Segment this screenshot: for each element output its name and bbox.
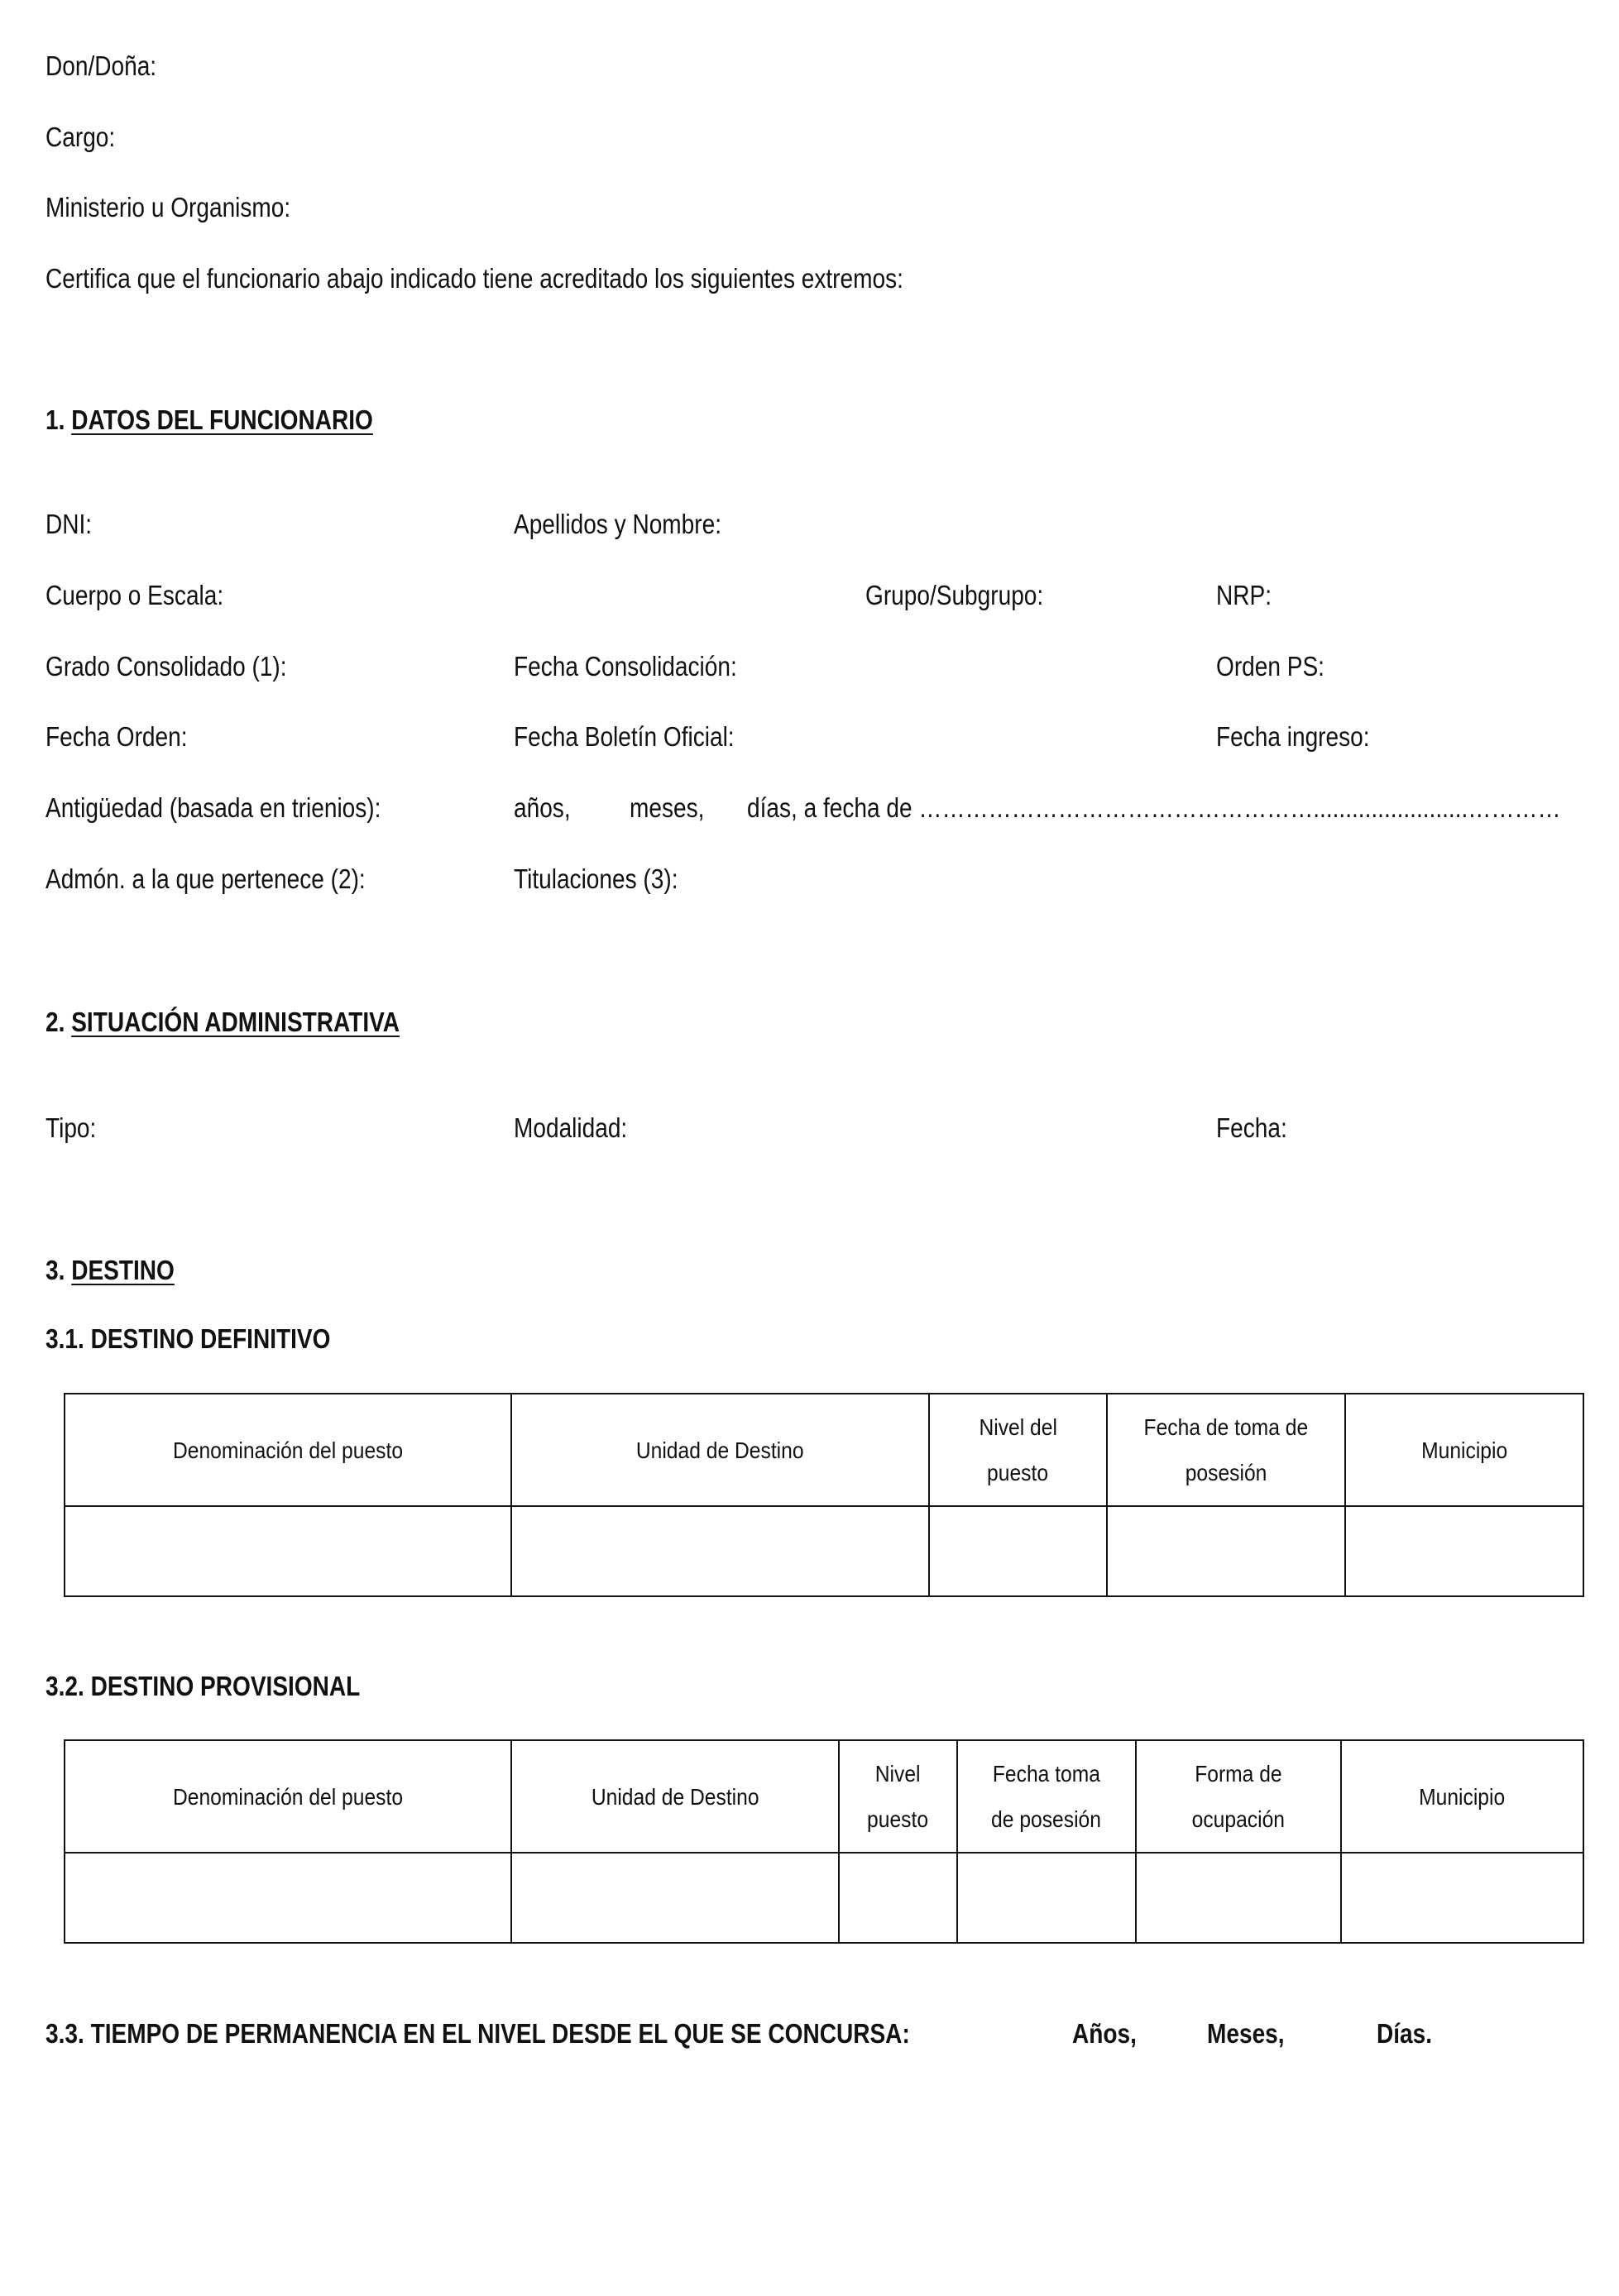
cell-denominacion[interactable] [65, 1853, 511, 1943]
dni-label: DNI: [46, 509, 93, 539]
header-forma-ocupacion: Forma de ocupación [1136, 1740, 1341, 1853]
destino-provisional-table [64, 1739, 1584, 1944]
header-nivel: Nivel del puesto [929, 1394, 1107, 1506]
header-municipio: Municipio [1345, 1394, 1583, 1506]
tiempo-dias-label: Días. [1377, 2018, 1433, 2049]
grupo-label: Grupo/Subgrupo: [865, 580, 1044, 610]
cargo-label: Cargo: [46, 122, 116, 152]
tiempo-anos-label: Años, [1072, 2018, 1137, 2049]
don-dona-label: Don/Doña: [46, 50, 157, 81]
header-municipio: Municipio [1341, 1740, 1583, 1853]
nrp-label: NRP: [1216, 580, 1272, 610]
fecha-label: Fecha: [1216, 1112, 1287, 1143]
section1-title: DATOS DEL FUNCIONARIO [71, 404, 373, 435]
header-unidad: Unidad de Destino [511, 1740, 839, 1853]
grado-label: Grado Consolidado (1): [46, 651, 287, 682]
section2-heading [46, 1006, 400, 1039]
destino-definitivo-title: 3.1. DESTINO DEFINITIVO [46, 1323, 331, 1354]
cell-nivel[interactable] [839, 1853, 957, 1943]
header-fecha-toma: Fecha de toma de posesión [1107, 1394, 1345, 1506]
cell-nivel[interactable] [929, 1506, 1107, 1596]
anos-label: años, [514, 792, 571, 823]
table-header-row [65, 1740, 1583, 1853]
table-row [65, 1506, 1583, 1596]
cell-unidad[interactable] [511, 1506, 929, 1596]
ministerio-label: Ministerio u Organismo: [46, 192, 291, 222]
section3-number: 3. [46, 1255, 65, 1285]
cell-fecha-toma[interactable] [1107, 1506, 1345, 1596]
fecha-ingreso-label: Fecha ingreso: [1216, 721, 1370, 752]
table-header-row [65, 1394, 1583, 1506]
cell-denominacion[interactable] [65, 1506, 511, 1596]
cell-forma-ocupacion[interactable] [1136, 1853, 1341, 1943]
header-nivel: Nivel puesto [839, 1740, 957, 1853]
cell-unidad[interactable] [511, 1853, 839, 1943]
cell-municipio[interactable] [1341, 1853, 1583, 1943]
section1-heading [46, 404, 373, 437]
antiguedad-label: Antigüedad (basada en trienios): [46, 792, 381, 823]
header-fecha-toma: Fecha toma de posesión [957, 1740, 1136, 1853]
fecha-boletin-label: Fecha Boletín Oficial: [514, 721, 735, 752]
tiempo-permanencia-title: 3.3. TIEMPO DE PERMANENCIA EN EL NIVEL DESDE EL QUE SE CONCURSA: [46, 2018, 910, 2049]
titulaciones-label: Titulaciones (3): [514, 863, 678, 894]
header-unidad: Unidad de Destino [511, 1394, 929, 1506]
dias-fecha-label: días, a fecha de ……………………………………………........................………… [747, 792, 1561, 823]
tiempo-meses-label: Meses, [1207, 2018, 1285, 2049]
section3-title: DESTINO [71, 1255, 175, 1285]
tipo-label: Tipo: [46, 1112, 97, 1143]
destino-definitivo-table [64, 1393, 1584, 1597]
section2-number: 2. [46, 1007, 65, 1037]
section2-title: SITUACIÓN ADMINISTRATIVA [71, 1007, 400, 1037]
meses-label: meses, [630, 792, 705, 823]
header-denominacion: Denominación del puesto [65, 1740, 511, 1853]
fecha-consolidacion-label: Fecha Consolidación: [514, 651, 737, 682]
certifica-text: Certifica que el funcionario abajo indicado tiene acreditado los siguientes extremos: [46, 263, 903, 294]
header-denominacion: Denominación del puesto [65, 1394, 511, 1506]
destino-provisional-title: 3.2. DESTINO PROVISIONAL [46, 1671, 361, 1701]
apellidos-label: Apellidos y Nombre: [514, 509, 722, 539]
section3-heading [46, 1254, 175, 1287]
orden-ps-label: Orden PS: [1216, 651, 1324, 682]
cell-fecha-toma[interactable] [957, 1853, 1136, 1943]
cell-municipio[interactable] [1345, 1506, 1583, 1596]
fecha-orden-label: Fecha Orden: [46, 721, 188, 752]
section1-number: 1. [46, 404, 65, 435]
cuerpo-label: Cuerpo o Escala: [46, 580, 224, 610]
admon-label: Admón. a la que pertenece (2): [46, 863, 366, 894]
modalidad-label: Modalidad: [514, 1112, 628, 1143]
table-row [65, 1853, 1583, 1943]
